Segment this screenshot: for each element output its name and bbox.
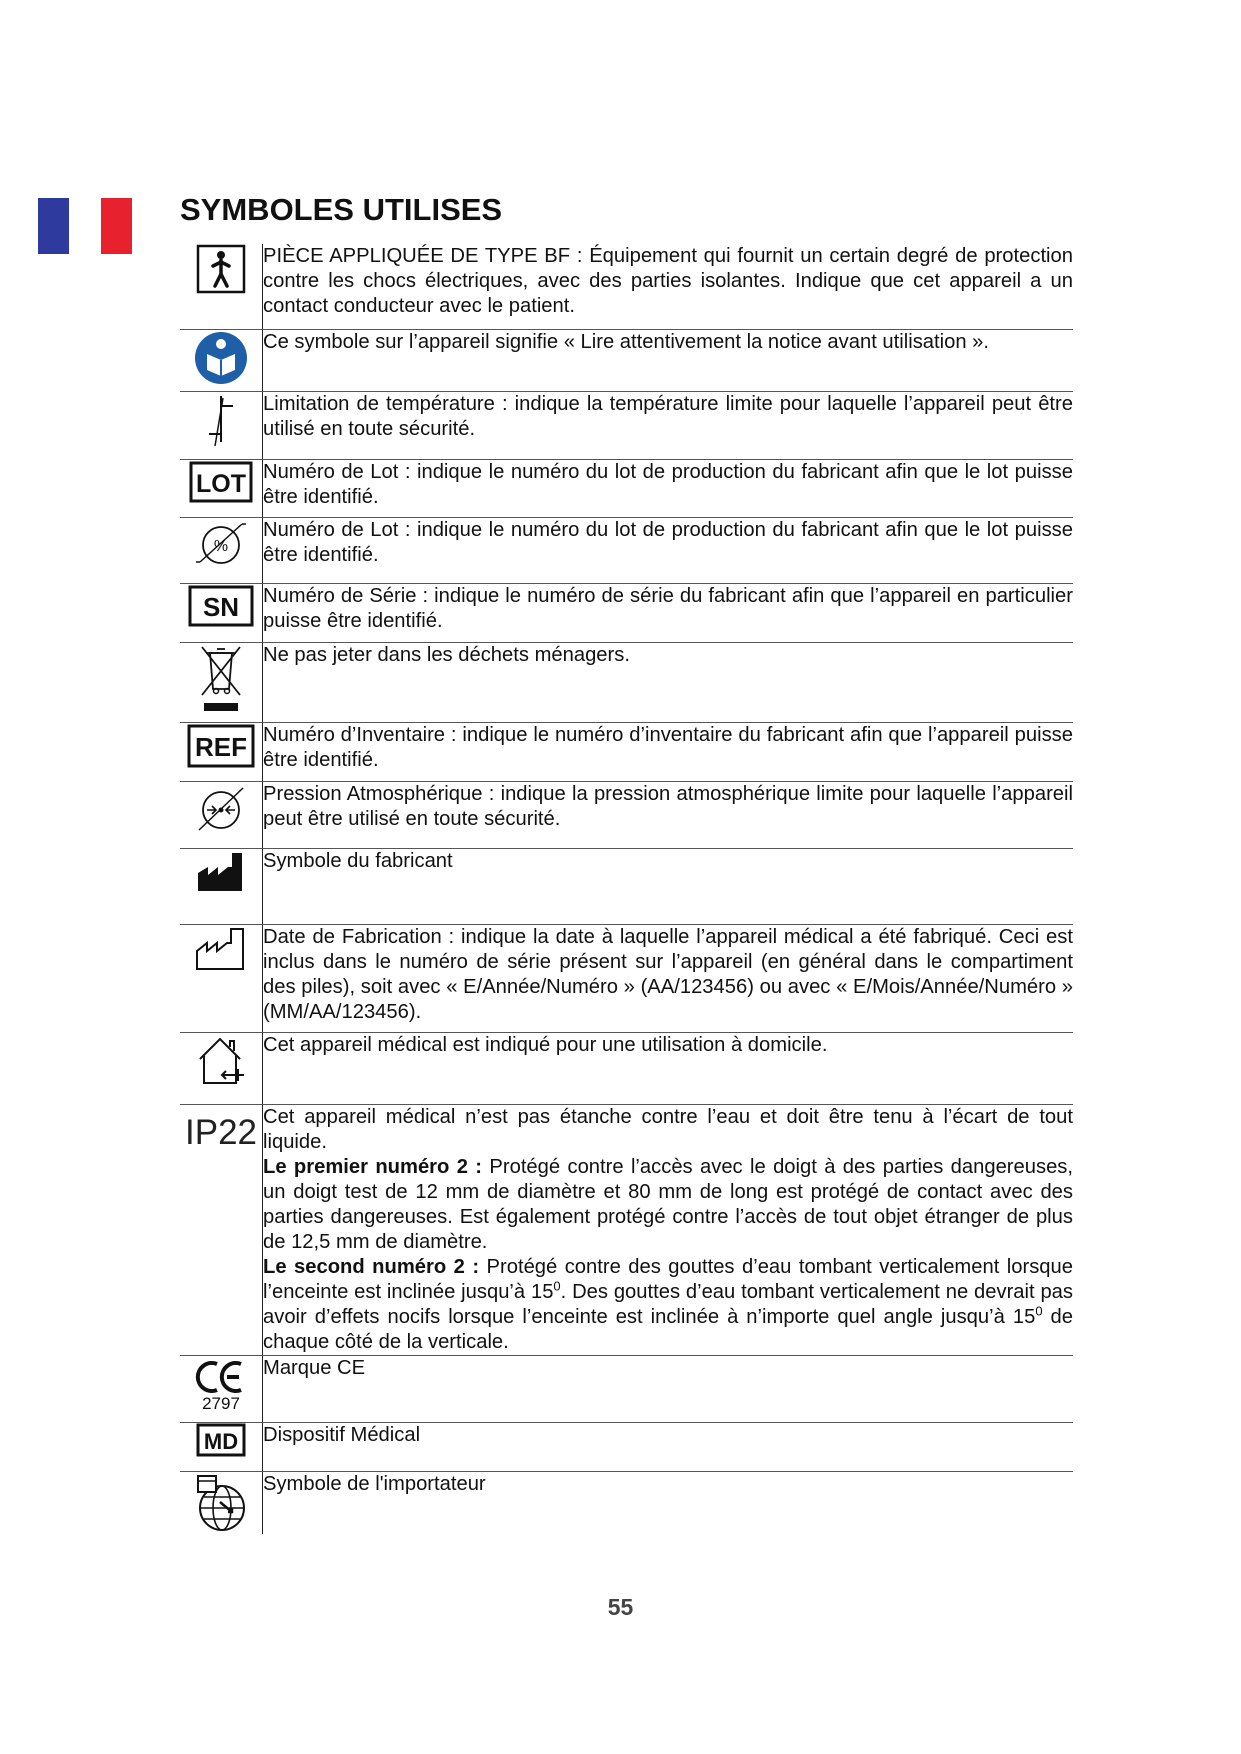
temperature-limit-icon	[201, 392, 241, 450]
ip-first-text: Protégé contre l’accès avec le doigt à des parties dangereuses, un doigt test de 12 mm de diamètre et 80 mm de long est protégé de contact avec des parties dangereuses. Est également protégé contre l’accès de tout objet étranger de plus de 12,5 mm de diamètre.	[263, 1155, 1073, 1253]
medical-device-icon	[196, 1423, 246, 1457]
ip-rating-label: IP22	[185, 1112, 257, 1152]
symbol-row	[180, 1422, 1073, 1471]
lot-label: LOT	[196, 469, 246, 498]
symbol-row	[180, 1104, 1073, 1355]
symbol-row	[180, 517, 1073, 583]
manufacture-date-icon	[194, 925, 248, 973]
importer-icon	[192, 1472, 250, 1534]
ip-second-label: Le second numéro 2 :	[263, 1255, 480, 1278]
symbol-row	[180, 848, 1073, 924]
read-manual-icon	[193, 330, 249, 386]
ref-label: REF	[195, 731, 247, 762]
lot-icon	[189, 460, 253, 504]
symbol-row	[180, 329, 1073, 391]
flag-red-band	[101, 198, 132, 254]
weee-bin-icon	[196, 643, 246, 715]
flag-blue-band	[38, 198, 69, 254]
ip-second-text-b: . Des gouttes d’eau tombant verticalement ne devrait pas avoir d’effets nocifs lorsque l’enceinte est inclinée à n’importe quel angle jusqu’à 15	[263, 1280, 1073, 1328]
symbol-description: Numéro de Lot : indique le numéro du lot de production du fabricant afin que le lot puisse être identifié.	[263, 459, 1074, 517]
symbol-description: Ce symbole sur l’appareil signifie « Lire attentivement la notice avant utilisation ».	[263, 329, 1074, 391]
symbols-table	[180, 244, 1073, 1534]
ip-first-digit	[263, 1155, 1073, 1255]
ip-intro: Cet appareil médical n’est pas étanche contre l’eau et doit être tenu à l’écart de tout liquide.	[263, 1105, 1073, 1153]
symbol-row	[180, 642, 1073, 722]
symbol-description: Ne pas jeter dans les déchets ménagers.	[263, 642, 1074, 722]
ip-second-digit	[263, 1255, 1073, 1355]
ip-first-label: Le premier numéro 2 :	[263, 1155, 483, 1178]
flag-white-band	[69, 198, 100, 254]
symbol-row	[180, 583, 1073, 642]
ip-rating-description	[263, 1104, 1074, 1355]
degree-sup: 0	[553, 1277, 561, 1293]
symbol-description: Symbole du fabricant	[263, 848, 1074, 924]
home-use-icon	[192, 1033, 250, 1089]
bf-applied-part-icon	[196, 244, 246, 294]
notified-body-number: 2797	[202, 1393, 240, 1412]
symbol-description: PIÈCE APPLIQUÉE DE TYPE BF : Équipement qui fournit un certain degré de protection contre les chocs électriques, avec des parties isolantes. Indique que cet appareil a un contact conducteur avec le patient.	[263, 244, 1074, 329]
degree-sup: 0	[1035, 1302, 1043, 1318]
symbol-description: Cet appareil médical est indiqué pour une utilisation à domicile.	[263, 1032, 1074, 1104]
symbol-row	[180, 459, 1073, 517]
symbol-description: Marque CE	[263, 1355, 1074, 1422]
symbol-row	[180, 722, 1073, 781]
symbol-description: Pression Atmosphérique : indique la pression atmosphérique limite pour laquelle l’appareil peut être utilisé en toute sécurité.	[263, 781, 1074, 848]
ip-second-text-c: de chaque côté de la verticale.	[263, 1305, 1073, 1353]
symbol-row	[180, 781, 1073, 848]
humidity-limit-icon	[194, 518, 248, 572]
ip-second-text-a: Protégé contre des gouttes d’eau tombant verticalement lorsque l’enceinte est inclinée jusqu’à 15	[263, 1255, 1073, 1303]
symbol-description: Numéro de Lot : indique le numéro du lot de production du fabricant afin que le lot puisse être identifié.	[263, 517, 1074, 583]
symbol-row	[180, 244, 1073, 329]
symbol-description: Numéro d’Inventaire : indique le numéro d’inventaire du fabricant afin que l’appareil puisse être identifié.	[263, 722, 1074, 781]
french-flag	[38, 198, 132, 254]
symbol-row	[180, 1032, 1073, 1104]
atmospheric-pressure-icon	[193, 782, 249, 838]
page-title: SYMBOLES UTILISES	[180, 192, 503, 227]
sn-label: SN	[202, 591, 240, 622]
md-label: MD	[203, 1428, 239, 1454]
symbol-description: Limitation de température : indique la température limite pour laquelle l’appareil peut être utilisé en toute sécurité.	[263, 391, 1074, 459]
symbol-description: Symbole de l'importateur	[263, 1472, 486, 1495]
symbol-row	[180, 1355, 1073, 1422]
symbol-row	[180, 924, 1073, 1032]
page-number: 55	[607, 1594, 634, 1620]
symbol-description: Date de Fabrication : indique la date à laquelle l’appareil médical a été fabriqué. Ceci est inclus dans le numéro de série présent sur l’appareil (en général dans le compartiment des piles), soit avec « E/Année/Numéro » (AA/123456) ou avec « E/Mois/Année/Numéro » (MM/AA/123456).	[263, 924, 1074, 1032]
symbol-row	[180, 391, 1073, 459]
svg-text:%: %	[213, 537, 229, 555]
symbol-row	[180, 1471, 1073, 1534]
manufacturer-icon	[196, 849, 246, 893]
serial-number-icon	[188, 584, 254, 628]
ce-mark-icon	[193, 1356, 249, 1412]
symbol-description: Numéro de Série : indique le numéro de série du fabricant afin que l’appareil en particulier puisse être identifié.	[263, 583, 1074, 642]
symbol-description: Dispositif Médical	[263, 1422, 1074, 1471]
ref-icon	[187, 723, 255, 769]
